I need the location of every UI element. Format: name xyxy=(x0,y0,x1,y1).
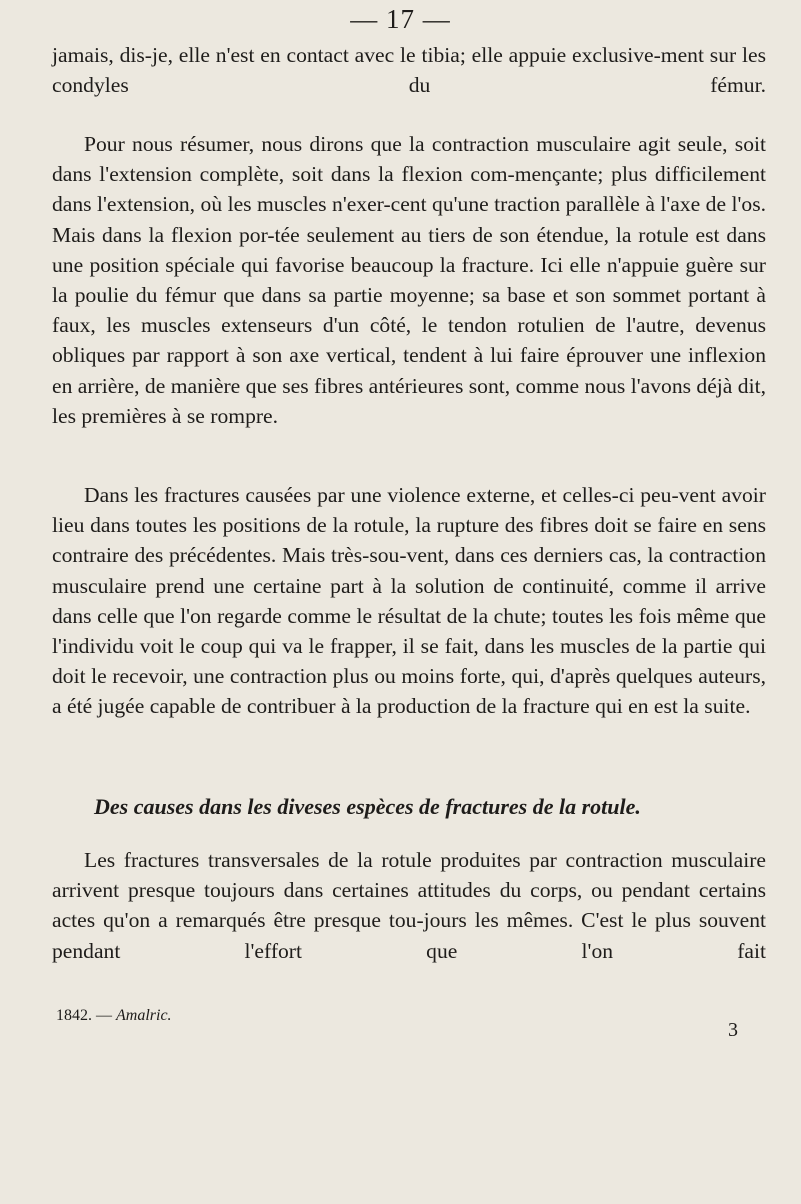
paragraph-external-violence: Dans les fractures causées par une violence externe, et celles-ci peu-vent avoir lieu dans toutes les positions de la rotule, la rupture des fibres doit se faire en sens contraire des précédentes. Mais très-sou-vent, dans ces derniers cas, la contraction musculaire prend une certaine part à la solution de continuité, comme il arrive dans celle que l'on regarde comme le résultat de la chute; toutes les fois même que l'individu voit le coup qui va le frapper, il se fait, dans les muscles de la partie qui doit le recevoir, une contraction plus ou moins forte, qui, d'après quelques auteurs, a été jugée capable de contribuer à la production de la fracture qui en est la suite. xyxy=(52,483,766,719)
page-number-header: — 17 — xyxy=(350,4,451,34)
paragraph-summary: Pour nous résumer, nous dirons que la contraction musculaire agit seule, soit dans l'extension complète, soit dans la flexion com-mençante; plus difficilement dans l'extension, où les muscles n'exer-cent qu'une traction parallèle à l'axe de l'os. Mais dans la flexion por-tée seulement au tiers de son étendue, la rotule est dans une position spéciale qui favorise beaucoup la fracture. Ici elle n'appuie guère sur la poulie du fémur que dans sa partie moyenne; sa base et son sommet portant à faux, les muscles extenseurs d'un côté, le tendon rotulien de l'autre, devenus obliques par rapport à son axe vertical, tendent à lui faire éprouver une inflexion en arrière, de manière que ses fibres antérieures sont, comme nous l'avons déjà dit, les premières à se rompre. xyxy=(52,132,766,428)
footer-imprint xyxy=(56,1007,172,1025)
section-heading: Des causes dans les diveses espèces de fractures de la rotule. xyxy=(94,794,641,819)
signature-mark: 3 xyxy=(728,1019,738,1041)
footer-author: Amalric. xyxy=(116,1007,172,1024)
footer-dash: — xyxy=(92,1007,116,1024)
footer-year: 1842. xyxy=(56,1007,92,1024)
paragraph-transverse-fractures: Les fractures transversales de la rotule produites par contraction musculaire arrivent presque toujours dans certaines attitudes du corps, ou pendant certains actes qu'on a remarqués être presque tou-jours les mêmes. C'est le plus souvent pendant l'effort que l'on fait xyxy=(52,848,766,963)
paragraph-continuation: jamais, dis-je, elle n'est en contact avec le tibia; elle appuie exclusive-ment sur les condyles du fémur. xyxy=(52,43,766,98)
